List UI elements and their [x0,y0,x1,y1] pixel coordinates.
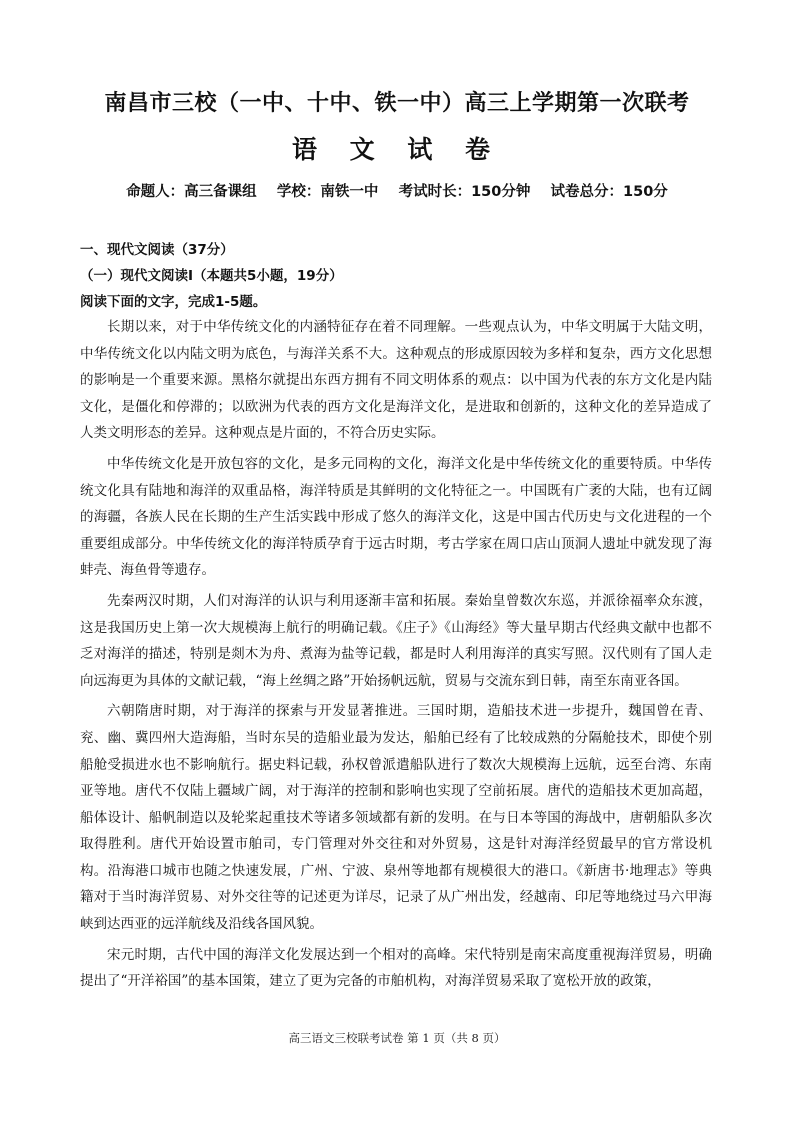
subsection-heading: （一）现代文阅读Ⅰ（本题共5小题，19分） [80,268,343,284]
passage-paragraph-5: 宋元时期，古代中国的海洋文化发展达到一个相对的高峰。宋代特别是南宋高度重视海洋贸易，明确提出了“开洋裕国”的基本国策，建立了更为完备的市舶机构，对海洋贸易采取了宽松开放的政策， [80,946,712,990]
passage-paragraph-3: 先秦两汉时期，人们对海洋的认识与利用逐渐丰富和拓展。秦始皇曾数次东巡，并派徐福率众东渡，这是我国历史上第一次大规模海上航行的明确记载。《庄子》《山海经》等大量早期古代经典文献中也都不乏对海洋的描述，特别是剡木为舟、煮海为盐等记载，都是时人利用海洋的真实写照。汉代则有了国人走向远海更为具体的文献记载，“海上丝绸之路”开始扬帆远航，贸易与交流东到日韩，南至东南亚各国。 [80,592,712,689]
passage-paragraph-4: 六朝隋唐时期，对于海洋的探索与开发显著推进。三国时期，造船技术进一步提升，魏国曾在青、兖、幽、冀四州大造海船，当时东吴的造船业最为发达，船舶已经有了比较成熟的分隔舱技术，即使个别船舱受损进水也不影响航行。据史料记载，孙权曾派遣船队进行了数次大规模海上远航，远至台湾、东南亚等地。唐代不仅陆上疆域广阔，对于海洋的控制和影响也实现了空前拓展。唐代的造船技术更加高超，船体设计、船帆制造以及轮桨起重技术等诸多领域都有新的发明。在与日本等国的海战中，唐朝船队多次取得胜利。唐代开始设置市舶司，专门管理对外交往和对外贸易，这是针对海洋经贸最早的官方常设机构。沿海港口城市也随之快速发展，广州、宁波、泉州等地都有规模很大的港口。《新唐书·地理志》等典籍对于当时海洋贸易、对外交往等的记述更为详尽，记录了从广州出发，经越南、印尼等地绕过马六甲海峡到达西亚的远洋航线及沿线各国风貌。 [80,703,712,933]
exam-meta-info: 命题人：高三备课组 学校：南铁一中 考试时长：150分钟 试卷总分：150分 [126,184,668,200]
passage-paragraph-2: 中华传统文化是开放包容的文化，是多元同构的文化，海洋文化是中华传统文化的重要特质。中华传统文化具有陆地和海洋的双重品格，海洋特质是其鲜明的文化特征之一。中国既有广袤的大陆，也有辽阔的海疆，各族人民在长期的生产生活实践中形成了悠久的海洋文化，这是中国古代历史与文化进程的一个重要组成部分。中华传统文化的海洋特质孕育于远古时期，考古学家在周口店山顶洞人遗址中就发现了海蚌壳、海鱼骨等遗存。 [80,455,712,579]
section-heading: 一、现代文阅读（37分） [80,242,234,258]
exam-title: 南昌市三校（一中、十中、铁一中）高三上学期第一次联考 [104,91,690,116]
page-footer: 高三语文三校联考试卷 第 1 页（共 8 页） [288,1031,506,1045]
passage-paragraph-1: 长期以来，对于中华传统文化的内涵特征存在着不同理解。一些观点认为，中华文明属于大陆文明，中华传统文化以内陆文明为底色，与海洋关系不大。这种观点的形成原因较为多样和复杂，西方文化思想的影响是一个重要来源。黑格尔就提出东西方拥有不同文明体系的观点：以中国为代表的东方文化是内陆文化，是僵化和停滞的；以欧洲为代表的西方文化是海洋文化，是进取和创新的，这种文化的差异造成了人类文明形态的差异。这种观点是片面的，不符合历史实际。 [80,319,712,442]
reading-passage [80,314,712,999]
exam-subject-title: 语 文 试 卷 [291,135,503,164]
reading-instruction: 阅读下面的文字，完成1-5题。 [80,294,267,310]
